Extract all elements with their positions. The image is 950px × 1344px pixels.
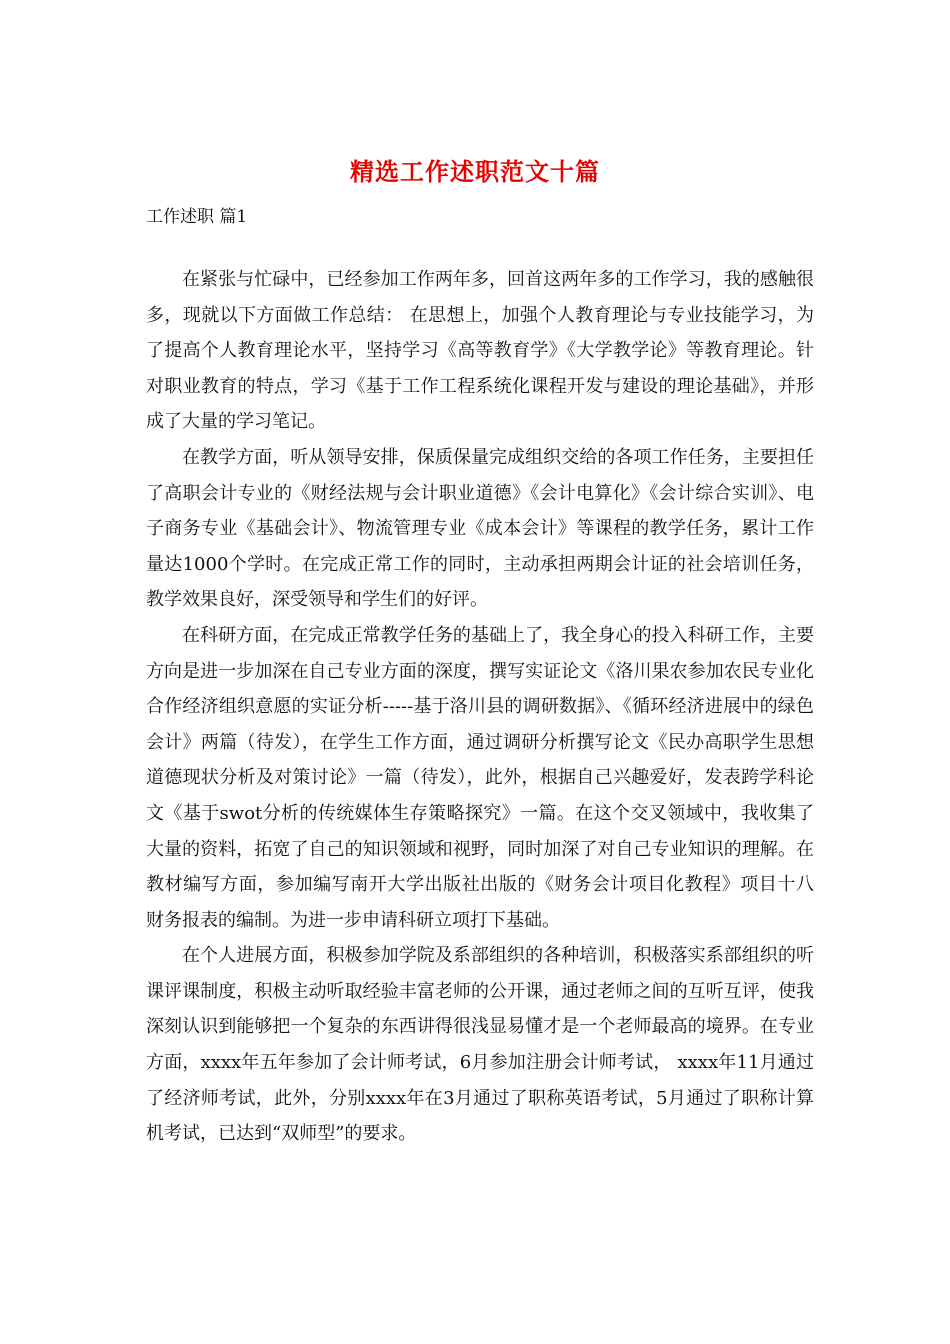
section-heading: 工作述职 篇1 xyxy=(146,207,248,227)
paragraph-development: 在个人进展方面，积极参加学院及系部组织的各种培训，积极落实系部组织的听课评课制度，积极主动听取经验丰富老师的公开课，通过老师之间的互听互评，使我深刻认识到能够把一个复杂的东西讲得很浅显易懂才是一个老师最高的境界。在专业方面，xxxx年五年参加了会计师考试，6月参加注册会计师考试， xxxx年11月通过了经济师考试，此外，分别xxxx年在3月通过了职称英语考试，5月通过了职称计算机考试，已达到“双师型”的要求。 xyxy=(146,945,814,1145)
paragraph-thought: 在紧张与忙碌中，已经参加工作两年多，回首这两年多的工作学习，我的感触很多，现就以下方面做工作总结： 在思想上，加强个人教育理论与专业技能学习，为了提高个人教育理论水平，坚持学习《高等教育学》《大学教学论》等教育理论。针对职业教育的特点，学习《基于工作工程系统化课程开发与建设的理论基础》，并形成了大量的学习笔记。 xyxy=(146,269,814,433)
paragraph-research: 在科研方面，在完成正常教学任务的基础上了，我全身心的投入科研工作，主要方向是进一步加深在自己专业方面的深度，撰写实证论文《洛川果农参加农民专业化合作经济组织意愿的实证分析-----基于洛川县的调研数据》、《循环经济进展中的绿色会计》两篇（待发），在学生工作方面，通过调研分析撰写论文《民办高职学生思想道德现状分析及对策讨论》一篇（待发），此外，根据自己兴趣爱好，发表跨学科论文《基于swot分析的传统媒体生存策略探究》一篇。在这个交叉领域中，我收集了大量的资料，拓宽了自己的知识领域和视野，同时加深了对自己专业知识的理解。在教材编写方面，参加编写南开大学出版社出版的《财务会计项目化教程》项目十八 财务报表的编制。为进一步申请科研立项打下基础。 xyxy=(146,624,814,931)
document-body xyxy=(146,262,814,1152)
paragraph-teaching: 在教学方面，听从领导安排，保质保量完成组织交给的各项工作任务，主要担任了高职会计专业的《财经法规与会计职业道德》《会计电算化》《会计综合实训》、电子商务专业《基础会计》、物流管理专业《成本会计》等课程的教学任务，累计工作量达1000个学时。在完成正常工作的同时，主动承担两期会计证的社会培训任务，教学效果良好，深受领导和学生们的好评。 xyxy=(146,446,814,611)
document-title: 精选工作述职范文十篇 xyxy=(350,157,600,186)
